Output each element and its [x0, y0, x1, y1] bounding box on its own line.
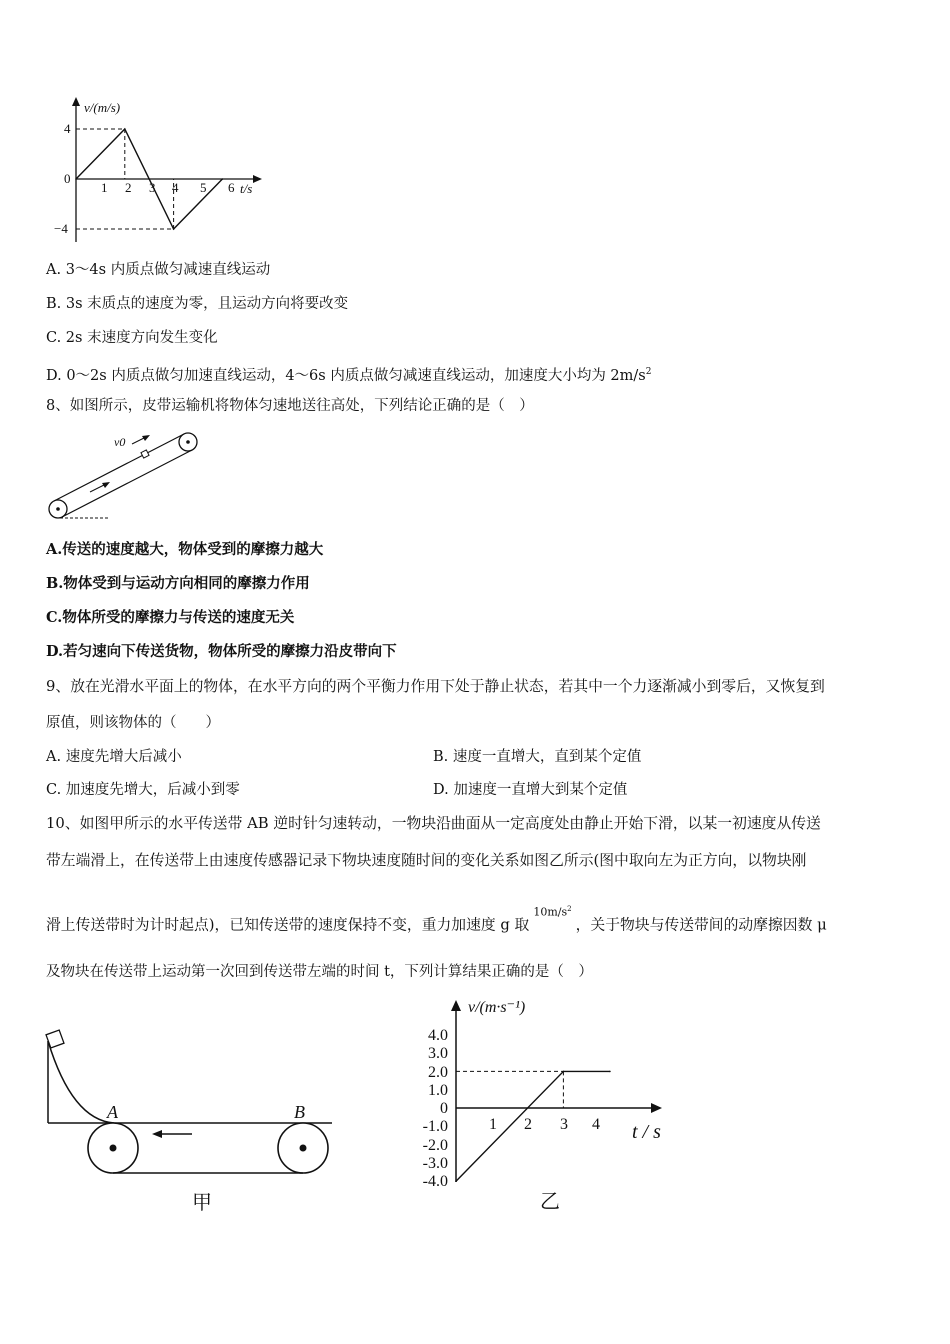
- q10-g-unit: 10m/s: [533, 905, 568, 919]
- q7-point-2: [173, 228, 175, 230]
- q8-top-pulley-axle: [186, 440, 190, 444]
- q10-yi-y-tick-1: 1.0: [428, 1082, 448, 1099]
- q7-x-label: t/s: [240, 181, 253, 196]
- q10-g-sup: 2: [567, 905, 572, 913]
- q10-jia-label: 甲: [192, 1192, 212, 1214]
- q8-option-a: A.传送的速度越大，物体受到的摩擦力越大: [46, 541, 324, 558]
- q7-x-tick-2: 2: [125, 180, 132, 195]
- q10-yi-x-tick-2: 2: [524, 1116, 532, 1133]
- q7-point-1: [124, 128, 126, 130]
- q7-option-c: C. 2s 末速度方向发生变化: [46, 330, 218, 346]
- q10-yi-y-label: v/(m·s⁻¹): [468, 999, 526, 1016]
- q7-option-d-sup: 2: [645, 367, 652, 377]
- q10-jia-pulley-left-axle: [110, 1145, 117, 1152]
- q10-yi-y-tick-neg2: -2.0: [422, 1137, 448, 1154]
- q10-yi-x-tick-4: 4: [592, 1116, 600, 1133]
- q10-stem-line-3-b: ，关于物块与传送带间的动摩擦因数 μ: [575, 916, 827, 934]
- q10-yi-y-tick-4: 4.0: [428, 1027, 448, 1044]
- q10-stem-line-3: [46, 905, 827, 937]
- q10-yi-label: 乙: [540, 1191, 560, 1213]
- q7-x-tick-5: 5: [200, 180, 207, 195]
- q10-fig-jia: [42, 1025, 342, 1220]
- q7-y-label: v/(m/s): [84, 100, 121, 115]
- q7-y-tick-neg4: −4: [54, 221, 68, 236]
- q10-stem-line-2: 带左端滑上，在传送带上由速度传感器记录下物块速度随时间的变化关系如图乙所示(图中取向左为正方向，以物块刚: [46, 852, 807, 869]
- q10-yi-y-tick-neg3: -3.0: [422, 1155, 448, 1172]
- q10-yi-point-2: [609, 1071, 611, 1073]
- q7-x-arrow: [253, 175, 262, 183]
- q9-option-c: C. 加速度先增大，后减小到零: [46, 782, 240, 798]
- q10-yi-x-label: t / s: [632, 1121, 661, 1143]
- q7-x-tick-6: 6: [228, 180, 235, 195]
- q7-x-tick-4: 4: [172, 180, 179, 195]
- q7-y-tick-4: 4: [64, 121, 71, 136]
- q7-y-tick-0: 0: [64, 171, 71, 186]
- q10-jia-pulley-right-axle: [300, 1145, 307, 1152]
- q8-stem: 8、如图所示，皮带运输机将物体匀速地送往高处，下列结论正确的是（ ）: [46, 398, 534, 414]
- q10-yi-x-arrow: [651, 1103, 662, 1113]
- q7-option-d-text: D. 0～2s 内质点做匀加速直线运动，4～6s 内质点做匀减速直线运动，加速度大小均为 2m/s: [46, 367, 646, 384]
- q8-v0-label: v0: [114, 435, 126, 449]
- q10-yi-y-tick-3: 3.0: [428, 1045, 448, 1062]
- q10-stem-line-4: 及物块在传送带上运动第一次回到传送带左端的时间 t，下列计算结果正确的是（ ）: [46, 964, 593, 980]
- q8-option-b: B.物体受到与运动方向相同的摩擦力作用: [46, 575, 310, 592]
- q7-option-d: [46, 362, 651, 386]
- q7-point-0: [75, 178, 77, 180]
- q8-option-c: C.物体所受的摩擦力与传送的速度无关: [46, 609, 295, 626]
- q8-conveyor-figure: [44, 428, 214, 524]
- q10-jia-point-a: A: [107, 1102, 118, 1122]
- q10-yi-y-tick-neg1: -1.0: [422, 1118, 448, 1135]
- q10-jia-direction-arrowhead: [152, 1130, 162, 1138]
- q10-stem-line-3-a: 滑上传送带时为计时起点)，已知传送带的速度保持不变，重力加速度 g 取: [46, 916, 530, 934]
- q9-stem-line-2: 原值，则该物体的（ ）: [46, 715, 220, 731]
- q7-x-tick-3: 3: [149, 180, 156, 195]
- q9-option-a: A. 速度先增大后减小: [46, 749, 182, 765]
- q10-yi-y-arrow: [451, 1000, 461, 1011]
- q8-option-d: D.若匀速向下传送货物，物体所受的摩擦力沿皮带向下: [46, 643, 397, 660]
- q7-x-tick-1: 1: [101, 180, 108, 195]
- q10-yi-point-1: [563, 1071, 565, 1073]
- q10-yi-point-0: [455, 1180, 457, 1182]
- q7-point-3: [222, 178, 224, 180]
- q8-bottom-pulley-axle: [56, 507, 60, 511]
- q10-yi-y-tick-2: 2.0: [428, 1064, 448, 1081]
- q7-y-arrow: [72, 97, 80, 106]
- q10-yi-series-line: [456, 1071, 610, 1181]
- q10-yi-x-tick-1: 1: [489, 1116, 497, 1133]
- q7-option-b: B. 3s 末质点的速度为零，且运动方向将要改变: [46, 296, 349, 312]
- q7-option-a: A. 3～4s 内质点做匀减速直线运动: [46, 262, 271, 278]
- q10-g-value: [533, 899, 571, 923]
- q9-stem-line-1: 9、放在光滑水平面上的物体，在水平方向的两个平衡力作用下处于静止状态，若其中一个力逐渐减小到零后，又恢复到: [46, 678, 825, 695]
- q8-belt-bottom: [62, 450, 192, 517]
- q10-yi-y-tick-neg4: -4.0: [422, 1173, 448, 1190]
- q10-yi-y-tick-0: 0: [440, 1100, 448, 1117]
- q10-fig-yi: [410, 992, 680, 1217]
- q8-cargo-box: [141, 450, 149, 458]
- q9-option-d: D. 加速度一直增大到某个定值: [433, 782, 628, 798]
- q9-option-b: B. 速度一直增大，直到某个定值: [433, 749, 642, 765]
- q10-jia-point-b: B: [294, 1102, 305, 1122]
- q10-jia-curved-slope: [48, 1041, 114, 1123]
- q10-yi-x-tick-3: 3: [560, 1116, 568, 1133]
- q7-vt-chart: [52, 92, 282, 247]
- q10-stem-line-1: 10、如图甲所示的水平传送带 AB 逆时针匀速转动，一物块沿曲面从一定高度处由静止开始下滑，以某一初速度从传送: [46, 815, 821, 832]
